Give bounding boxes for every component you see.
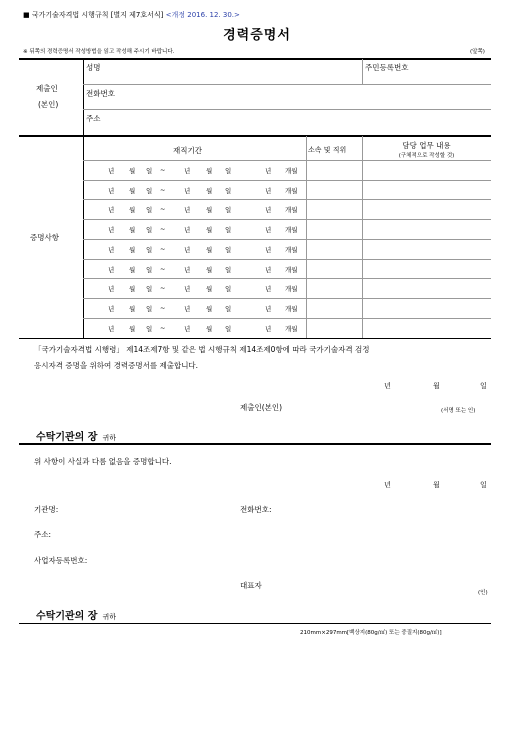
date-unit-d1: 일	[146, 226, 153, 235]
col-duty-subheader: (구체적으로 작성할 것)	[398, 153, 455, 159]
date-unit-m1: 월	[129, 324, 136, 333]
date-unit-nm: 개월	[285, 206, 298, 215]
date-unit-d1: 일	[146, 265, 153, 274]
date-unit-y1: 년	[108, 206, 115, 215]
row-line	[83, 84, 491, 85]
date-unit-ny: 년	[265, 226, 272, 235]
statement-line-2: 응시자격 증명을 위하여 경력증명서를 제출합니다.	[34, 361, 199, 370]
date-unit-dash: ~	[160, 185, 166, 194]
col-line	[362, 136, 363, 338]
form-ref-text: 국가기술자격법 시행규칙 [별지 제7호서식]	[31, 11, 164, 19]
date-unit-nm: 개월	[285, 226, 298, 235]
date-unit-y1: 년	[108, 304, 115, 313]
row-line	[83, 318, 491, 319]
date-unit-m2: 월	[206, 186, 213, 195]
date-unit-d2: 일	[225, 265, 232, 274]
bottom-border	[19, 623, 491, 624]
date-unit-y1: 년	[108, 226, 115, 235]
date-unit-d1: 일	[146, 186, 153, 195]
date-unit-nm: 개월	[285, 167, 298, 175]
date-unit-nm: 개월	[285, 245, 298, 254]
date-unit-y2: 년	[184, 206, 191, 215]
date-unit-d2: 일	[225, 285, 232, 294]
date-unit-m1: 월	[129, 206, 136, 215]
date-unit-y2: 년	[184, 285, 191, 294]
cert-date-year: 년	[384, 481, 391, 489]
date-unit-ny: 년	[265, 206, 272, 215]
submitter-label: 제출인	[36, 84, 58, 93]
date-unit-nm: 개월	[285, 186, 298, 195]
col-dept-header: 소속 및 직위	[308, 146, 347, 154]
form-reference	[23, 10, 240, 20]
phone-field-label: 전화번호	[86, 89, 115, 98]
row-line	[83, 109, 491, 110]
row-line	[83, 180, 491, 181]
date-unit-y2: 년	[184, 186, 191, 195]
date-unit-d1: 일	[146, 245, 153, 254]
date-unit-y1: 년	[108, 186, 115, 195]
submitter-divider	[83, 59, 84, 135]
date-unit-d2: 일	[225, 245, 232, 254]
date-unit-ny: 년	[265, 304, 272, 313]
date-unit-dash: ~	[160, 264, 166, 273]
date-unit-y1: 년	[108, 324, 115, 333]
date-unit-y2: 년	[184, 324, 191, 333]
date-unit-nm: 개월	[285, 304, 298, 313]
name-field-label: 성명	[86, 63, 101, 72]
date-unit-d2: 일	[225, 186, 232, 195]
submit-date-day: 일	[480, 382, 487, 390]
revision-note: <개정 2016. 12. 30.>	[165, 11, 240, 19]
instruction-note: ※ 뒤쪽의 경력증명서 작성방법을 읽고 작성해 주시기 바랍니다.	[23, 49, 175, 55]
date-unit-m2: 월	[206, 324, 213, 333]
date-unit-dash: ~	[160, 166, 166, 174]
recipient-agency-2: 수탁기관의 장	[36, 611, 98, 622]
date-unit-d2: 일	[225, 324, 232, 333]
date-unit-d2: 일	[225, 304, 232, 313]
seal-note: (인)	[478, 590, 488, 596]
date-unit-dash: ~	[160, 205, 166, 214]
date-unit-y2: 년	[184, 245, 191, 254]
submit-date-year: 년	[384, 382, 391, 390]
row-line	[83, 239, 491, 240]
page-side-label: (앞쪽)	[470, 49, 485, 55]
date-unit-dash: ~	[160, 284, 166, 293]
date-unit-m2: 월	[206, 206, 213, 215]
recipient-line-2	[36, 604, 116, 623]
certification-border	[19, 443, 491, 445]
date-unit-ny: 년	[265, 285, 272, 294]
date-unit-m2: 월	[206, 245, 213, 254]
date-unit-m2: 월	[206, 167, 213, 175]
date-unit-y2: 년	[184, 304, 191, 313]
recipient-suffix-2: 귀하	[102, 613, 117, 621]
date-unit-y2: 년	[184, 167, 191, 175]
date-unit-d1: 일	[146, 324, 153, 333]
section-border	[19, 135, 491, 137]
cert-date-day: 일	[480, 481, 487, 489]
representative-label: 대표자	[240, 581, 262, 590]
date-unit-m2: 월	[206, 285, 213, 294]
date-unit-d2: 일	[225, 167, 232, 175]
date-unit-nm: 개월	[285, 324, 298, 333]
statement-line-1: 「국가기술자격법 시행령」 제14조제7항 및 같은 법 시행규칙 제14조제0항에 따라 국가기술자격 검정	[34, 345, 370, 354]
cert-date-month: 월	[433, 481, 440, 489]
date-unit-dash: ~	[160, 244, 166, 253]
resident-number-label: 주민등록번호	[365, 63, 409, 72]
date-unit-ny: 년	[265, 265, 272, 274]
date-unit-m1: 월	[129, 186, 136, 195]
paper-spec: 210mm×297mm[백상지(80g/㎡) 또는 중질지(80g/㎡)]	[300, 630, 442, 636]
sign-note: (서명 또는 인)	[441, 408, 476, 414]
date-unit-y1: 년	[108, 245, 115, 254]
date-unit-d1: 일	[146, 304, 153, 313]
date-unit-ny: 년	[265, 245, 272, 254]
date-unit-dash: ~	[160, 323, 166, 332]
date-unit-m1: 월	[129, 226, 136, 235]
date-unit-y2: 년	[184, 265, 191, 274]
proof-label: 증명사항	[30, 233, 59, 242]
resident-divider	[362, 59, 363, 84]
recipient-line-1	[36, 425, 116, 444]
org-name-label: 기관명:	[34, 505, 59, 514]
submit-date-month: 월	[433, 382, 440, 390]
date-unit-m2: 월	[206, 226, 213, 235]
recipient-agency: 수탁기관의 장	[36, 432, 98, 443]
date-unit-m2: 월	[206, 265, 213, 274]
signer-label: 제출인(본인)	[240, 403, 283, 412]
address-field-label: 주소	[86, 114, 101, 123]
date-unit-d2: 일	[225, 206, 232, 215]
row-line	[83, 199, 491, 200]
date-unit-m1: 월	[129, 285, 136, 294]
org-phone-label: 전화번호:	[240, 505, 272, 514]
date-unit-y2: 년	[184, 226, 191, 235]
date-unit-ny: 년	[265, 167, 272, 175]
date-unit-d1: 일	[146, 167, 153, 175]
date-unit-dash: ~	[160, 225, 166, 234]
date-unit-m1: 월	[129, 245, 136, 254]
submitter-sublabel: (본인)	[38, 100, 59, 109]
page-title: 경력증명서	[223, 28, 291, 43]
row-line	[83, 298, 491, 299]
date-unit-d1: 일	[146, 206, 153, 215]
date-unit-d2: 일	[225, 226, 232, 235]
date-unit-m1: 월	[129, 265, 136, 274]
date-unit-y1: 년	[108, 167, 115, 175]
header-line	[83, 160, 491, 161]
date-unit-nm: 개월	[285, 285, 298, 294]
date-unit-m1: 월	[129, 167, 136, 175]
date-unit-m1: 월	[129, 304, 136, 313]
recipient-suffix: 귀하	[102, 434, 117, 442]
org-address-label: 주소:	[34, 530, 52, 539]
biz-reg-number-label: 사업자등록번호:	[34, 556, 88, 565]
proof-bottom-border	[19, 338, 491, 339]
row-line	[83, 259, 491, 260]
date-unit-nm: 개월	[285, 265, 298, 274]
date-unit-m2: 월	[206, 304, 213, 313]
proof-divider	[83, 136, 84, 338]
row-line	[83, 278, 491, 279]
date-unit-dash: ~	[160, 303, 166, 312]
date-unit-d1: 일	[146, 285, 153, 294]
certification-text: 위 사항이 사실과 다름 없음을 증명합니다.	[34, 457, 172, 466]
col-line	[306, 136, 307, 338]
col-period-header: 재직기간	[173, 146, 202, 155]
col-duty-header: 담당 업무 내용	[402, 141, 451, 150]
date-unit-y1: 년	[108, 285, 115, 294]
square-bullet: ■	[23, 11, 30, 19]
date-unit-y1: 년	[108, 265, 115, 274]
row-line	[83, 219, 491, 220]
date-unit-ny: 년	[265, 186, 272, 195]
date-unit-ny: 년	[265, 324, 272, 333]
top-border	[19, 58, 491, 60]
